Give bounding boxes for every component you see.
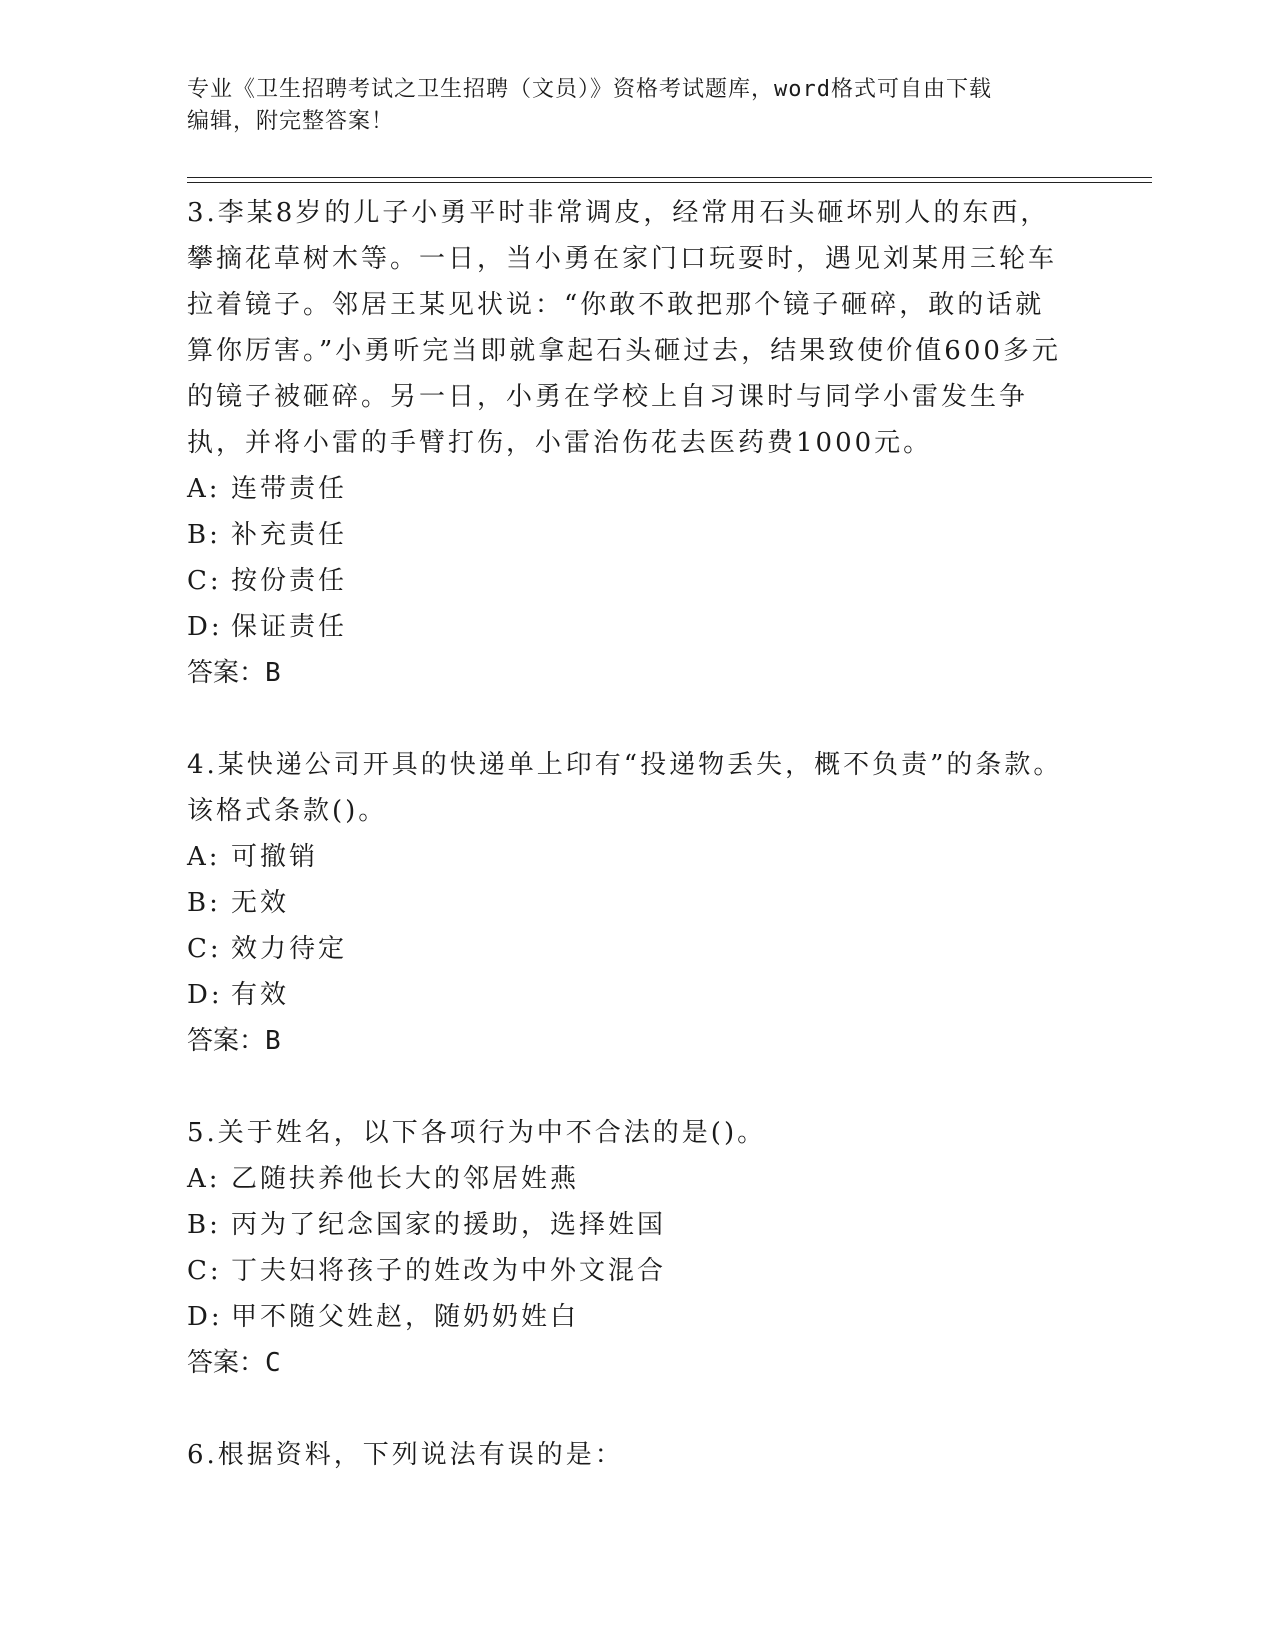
- header-line-1: 专业《卫生招聘考试之卫生招聘（文员）》资格考试题库，word格式可自由下载: [187, 77, 992, 102]
- option-key: D:: [187, 1302, 223, 1332]
- option-key: B:: [187, 1210, 221, 1240]
- question-stem: 3.李某8岁的儿子小勇平时非常调皮，经常用石头砸坏别人的东西，攀摘花草树木等。一日，当小勇在家门口玩耍时，遇见刘某用三轮车拉着镜子。邻居王某见状说：“你敢不敢把那个镜子砸碎，敢的话就算你厉害。”小勇听完当即就拿起石头砸过去，结果致使价值600多元的镜子被砸碎。另一日，小勇在学校上自习课时与同学小雷发生争执，并将小雷的手臂打伤，小雷治伤花去医药费1000元。: [187, 198, 1061, 458]
- option-text: 效力待定: [231, 934, 348, 964]
- header-divider-bottom: [187, 182, 1152, 183]
- spacer: [187, 1386, 1067, 1432]
- option-text: 可撤销: [231, 842, 319, 872]
- option-text: 乙随扶养他长大的邻居姓燕: [231, 1164, 580, 1194]
- option-text: 丁夫妇将孩子的姓改为中外文混合: [231, 1256, 667, 1286]
- spacer: [187, 1064, 1067, 1110]
- option-a: [187, 466, 1067, 512]
- option-key: B:: [187, 520, 221, 550]
- option-a: [187, 1156, 1067, 1202]
- question-5: [187, 1110, 1067, 1386]
- question-stem: 5.关于姓名，以下各项行为中不合法的是()。: [187, 1118, 767, 1148]
- option-b: [187, 1202, 1067, 1248]
- option-d: [187, 604, 1067, 650]
- option-key: C:: [187, 934, 222, 964]
- answer-line: 答案：B: [187, 1026, 281, 1056]
- option-text: 甲不随父姓赵，随奶奶姓白: [231, 1302, 580, 1332]
- option-key: A:: [187, 1164, 221, 1194]
- option-c: [187, 1248, 1067, 1294]
- option-b: [187, 880, 1067, 926]
- header-line-2: 编辑，附完整答案！: [187, 109, 395, 134]
- option-text: 无效: [231, 888, 290, 918]
- option-d: [187, 972, 1067, 1018]
- option-text: 连带责任: [231, 474, 348, 504]
- option-text: 按份责任: [231, 566, 348, 596]
- question-4: [187, 742, 1067, 1064]
- document-header: [187, 74, 1087, 138]
- question-6: [187, 1432, 1067, 1478]
- option-key: C:: [187, 566, 222, 596]
- header-divider-top: [187, 177, 1152, 178]
- option-key: A:: [187, 842, 221, 872]
- option-text: 丙为了纪念国家的援助，选择姓国: [231, 1210, 667, 1240]
- option-b: [187, 512, 1067, 558]
- option-text: 补充责任: [231, 520, 348, 550]
- option-key: C:: [187, 1256, 222, 1286]
- answer-line: 答案：B: [187, 658, 281, 688]
- option-key: D:: [187, 980, 223, 1010]
- option-d: [187, 1294, 1067, 1340]
- question-stem: 6.根据资料，下列说法有误的是：: [187, 1440, 624, 1470]
- option-c: [187, 558, 1067, 604]
- option-text: 有效: [231, 980, 290, 1010]
- option-c: [187, 926, 1067, 972]
- question-3: [187, 190, 1067, 696]
- option-key: A:: [187, 474, 221, 504]
- spacer: [187, 696, 1067, 742]
- option-key: D:: [187, 612, 223, 642]
- answer-line: 答案：C: [187, 1348, 281, 1378]
- question-stem: 4.某快递公司开具的快递单上印有“投递物丢失，概不负责”的条款。该格式条款()。: [187, 750, 1063, 826]
- question-list: [187, 190, 1067, 1478]
- option-key: B:: [187, 888, 221, 918]
- option-a: [187, 834, 1067, 880]
- option-text: 保证责任: [231, 612, 348, 642]
